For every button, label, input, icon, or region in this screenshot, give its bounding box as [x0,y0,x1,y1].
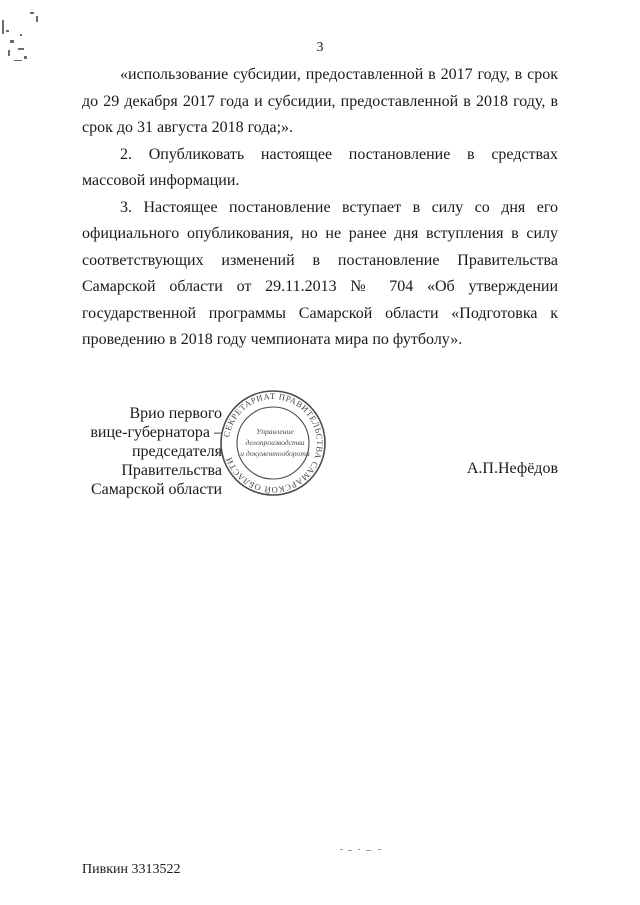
text-line: области от 29.11.2013 № 704 «Об утверждении государственной [82,278,559,322]
signatory-title-line: вице-губернатора – [90,424,222,441]
document-body [82,62,558,354]
signatory-name: А.П.Нефёдов [466,460,558,477]
page-number: 3 [316,40,324,55]
signature-block [82,390,558,514]
text-line: 31 августа 2018 года;». [137,119,294,136]
stamp-center-line: Управление [256,427,294,436]
text-line: 3. Настоящее постановление вступает в силу со дня его [120,198,558,216]
signatory-title [82,404,222,499]
signatory-title-line: председателя Правительства [121,443,222,479]
text-line: 29 декабря 2017 года и субсидии, предоставленной в 2018 году, в срок до [82,92,558,136]
text-line: чемпионата мира по футболу». [250,331,463,348]
signatory-title-line: Самарской области [91,481,222,498]
stamp-center-text [240,427,310,458]
text-line: информации. [149,172,240,189]
stamp-center-line: и документооборота [240,449,310,458]
paragraph-subsidy-deadline [82,62,558,142]
official-stamp-seal [218,388,328,498]
text-line: «использование субсидии, предоставленной в 2017 году, в срок до [82,66,558,110]
text-line: официального опубликования, но не ранее дня вступления в силу [82,225,558,242]
text-line: программы Самарской области «Подготовка к проведению в 2018 году [82,304,559,348]
paragraph-effective-date [82,195,558,354]
stamp-center-line: делопроизводства [245,438,305,447]
scan-artifact-bottom [340,844,400,856]
text-line: соответствующих изменений в постановление Правительства Самарской [82,251,558,295]
stamp-ring-text: СЕКРЕТАРИАТ ПРАВИТЕЛЬСТВА САМАРСКОЙ ОБЛАСТИ [221,390,326,496]
executor-note: Пивкин 3313522 [82,862,181,877]
scan-artifact-top-left [0,0,48,80]
signatory-title-line: Врио первого [129,405,222,422]
paragraph-publish [82,142,558,195]
text-line: 2. Опубликовать настоящее постановление в средствах массовой [82,145,558,189]
